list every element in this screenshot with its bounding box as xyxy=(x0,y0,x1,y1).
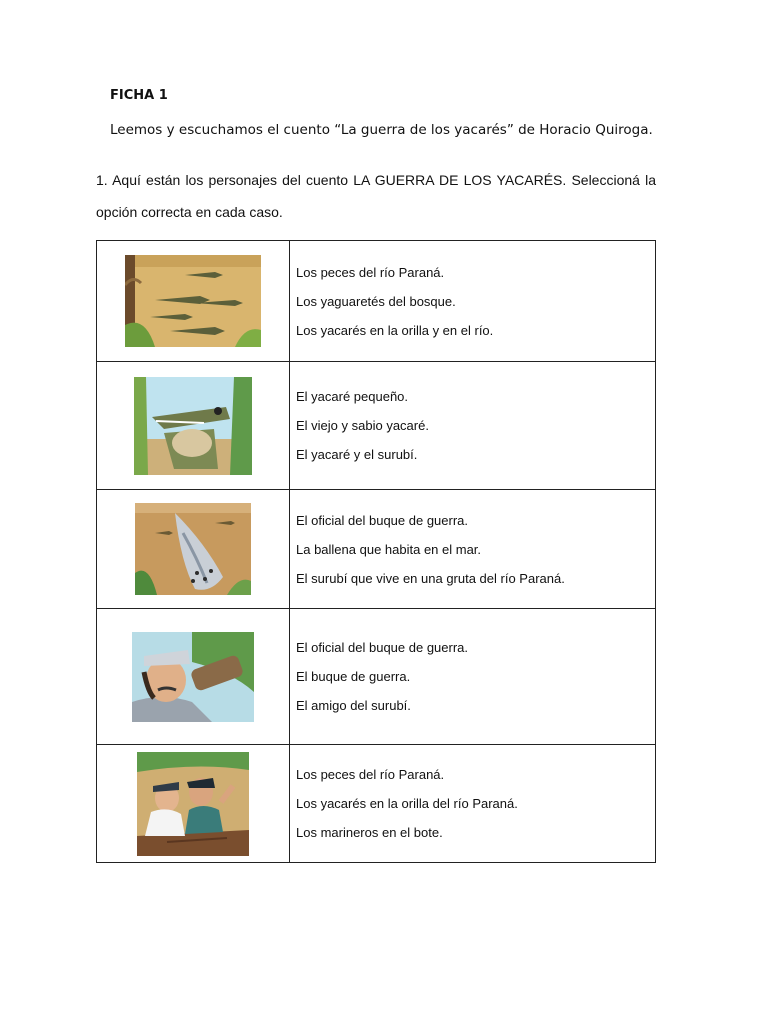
option-item[interactable]: El oficial del buque de guerra. xyxy=(296,640,469,655)
options-cell xyxy=(290,609,656,745)
option-item[interactable]: El buque de guerra. xyxy=(296,669,411,684)
image-cell xyxy=(97,745,290,863)
option-item[interactable]: El yacaré pequeño. xyxy=(296,389,409,404)
option-item[interactable]: El amigo del surubí. xyxy=(296,698,411,713)
option-item[interactable]: La ballena que habita en el mar. xyxy=(296,541,482,557)
sailors-boat-illustration xyxy=(137,752,249,856)
option-item[interactable]: El yacaré y el surubí. xyxy=(296,447,418,462)
image-cell xyxy=(97,241,290,362)
page-title: FICHA 1 xyxy=(110,88,168,103)
table-row xyxy=(97,241,656,362)
option-item[interactable]: Los yacarés en la orilla y en el río. xyxy=(296,322,494,338)
table-row xyxy=(97,490,656,609)
table-row xyxy=(97,609,656,745)
officer-binoculars-illustration xyxy=(132,632,254,722)
options-cell xyxy=(290,241,656,362)
image-cell xyxy=(97,490,290,609)
image-cell xyxy=(97,362,290,490)
characters-table xyxy=(96,240,656,863)
instruction-text: 1. Aquí están los personajes del cuento LA GUERRA DE LOS YACARÉS. Seleccioná la opción correcta en cada caso. xyxy=(96,172,656,220)
options-cell xyxy=(290,362,656,490)
yacares-river-illustration xyxy=(125,255,261,347)
old-yacare-illustration xyxy=(134,377,252,475)
option-item[interactable]: El surubí que vive en una gruta del río Paraná. xyxy=(296,570,565,586)
image-cell xyxy=(97,609,290,745)
option-item[interactable]: Los yaguaretés del bosque. xyxy=(296,293,456,309)
option-item[interactable]: Los peces del río Paraná. xyxy=(296,767,445,782)
table-row xyxy=(97,745,656,863)
option-item[interactable]: El oficial del buque de guerra. xyxy=(296,512,469,528)
table-row xyxy=(97,362,656,490)
option-item[interactable]: Los peces del río Paraná. xyxy=(296,264,445,280)
options-cell xyxy=(290,745,656,863)
intro-text: Leemos y escuchamos el cuento “La guerra de los yacarés” de Horacio Quiroga. xyxy=(110,122,653,138)
surubi-fish-illustration xyxy=(135,503,251,595)
options-cell xyxy=(290,490,656,609)
option-item[interactable]: Los yacarés en la orilla del río Paraná. xyxy=(296,796,518,811)
option-item[interactable]: El viejo y sabio yacaré. xyxy=(296,418,429,433)
option-item[interactable]: Los marineros en el bote. xyxy=(296,825,443,840)
